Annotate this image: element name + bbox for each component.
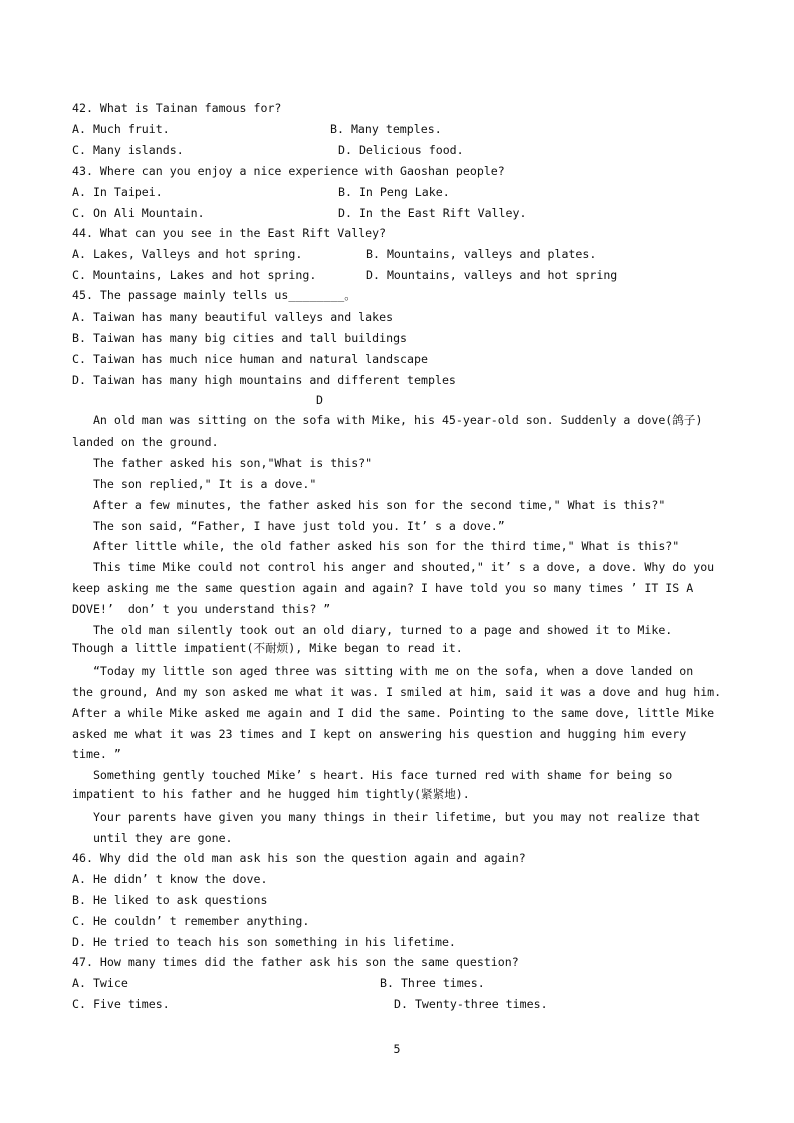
q43-option-d: D. In the East Rift Valley.: [338, 206, 527, 220]
question-43: 43. Where can you enjoy a nice experience with Gaoshan people?: [72, 164, 505, 178]
q44-option-d: D. Mountains, valleys and hot spring: [366, 268, 618, 282]
passage-line: time. ”: [72, 747, 121, 761]
page-number: 5: [393, 1042, 401, 1056]
q45-option-d: D. Taiwan has many high mountains and different temples: [72, 373, 456, 387]
passage-line: This time Mike could not control his anger and shouted," it’ s a dove, a dove. Why do you: [72, 560, 715, 574]
q45-option-b: B. Taiwan has many big cities and tall buildings: [72, 331, 408, 345]
q46-option-c: C. He couldn’ t remember anything.: [72, 914, 310, 928]
q46-option-b: B. He liked to ask questions: [72, 893, 268, 907]
q42-option-c: C. Many islands.: [72, 143, 184, 157]
passage-line: until they are gone.: [72, 831, 233, 845]
passage-line: DOVE!’ don’ t you understand this? ”: [72, 602, 331, 616]
passage-line: asked me what it was 23 times and I kept on answering his question and hugging him every: [72, 727, 687, 741]
passage-line: The father asked his son,"What is this?": [72, 456, 373, 470]
q42-option-a: A. Much fruit.: [72, 122, 170, 136]
q44-option-a: A. Lakes, Valleys and hot spring.: [72, 247, 303, 261]
q47-option-a: A. Twice: [72, 976, 128, 990]
q43-option-a: A. In Taipei.: [72, 185, 163, 199]
q47-option-d: D. Twenty-three times.: [394, 997, 548, 1011]
passage-line: keep asking me the same question again and again? I have told you so many times ’ IT IS A: [72, 581, 694, 595]
q44-option-b: B. Mountains, valleys and plates.: [366, 247, 597, 261]
q43-option-c: C. On Ali Mountain.: [72, 206, 205, 220]
passage-line: The old man silently took out an old diary, turned to a page and showed it to Mike.: [72, 623, 673, 637]
q42-option-b: B. Many temples.: [330, 122, 442, 136]
question-46: 46. Why did the old man ask his son the question again and again?: [72, 851, 526, 865]
passage-line: “Today my little son aged three was sitting with me on the sofa, when a dove landed on: [72, 664, 694, 678]
question-44: 44. What can you see in the East Rift Valley?: [72, 226, 387, 240]
passage-line: After a while Mike asked me again and I did the same. Pointing to the same dove, little Mike: [72, 706, 715, 720]
passage-line: landed on the ground.: [72, 435, 219, 449]
passage-line: After a few minutes, the father asked his son for the second time," What is this?": [72, 498, 666, 512]
passage-line: An old man was sitting on the sofa with Mike, his 45-year-old son. Suddenly a dove(鸽子): [72, 413, 703, 427]
passage-line: The son replied," It is a dove.": [72, 477, 317, 491]
passage-line: impatient to his father and he hugged him tightly(紧紧地).: [72, 787, 470, 801]
question-47: 47. How many times did the father ask his son the same question?: [72, 955, 519, 969]
q46-option-a: A. He didn’ t know the dove.: [72, 872, 268, 886]
q42-option-d: D. Delicious food.: [338, 143, 464, 157]
passage-line: Your parents have given you many things in their lifetime, but you may not realize that: [72, 810, 701, 824]
section-label: D: [316, 393, 323, 407]
question-42: 42. What is Tainan famous for?: [72, 101, 282, 115]
q43-option-b: B. In Peng Lake.: [338, 185, 450, 199]
q46-option-d: D. He tried to teach his son something in his lifetime.: [72, 935, 456, 949]
passage-line: Something gently touched Mike’ s heart. His face turned red with shame for being so: [72, 768, 673, 782]
q45-option-c: C. Taiwan has much nice human and natural landscape: [72, 352, 428, 366]
passage-line: the ground, And my son asked me what it was. I smiled at him, said it was a dove and hug him.: [72, 685, 722, 699]
q47-option-c: C. Five times.: [72, 997, 170, 1011]
q47-option-b: B. Three times.: [380, 976, 485, 990]
q44-option-c: C. Mountains, Lakes and hot spring.: [72, 268, 317, 282]
passage-line: Though a little impatient(不耐烦), Mike began to read it.: [72, 641, 463, 655]
passage-line: After little while, the old father asked his son for the third time," What is this?": [72, 539, 680, 553]
passage-line: The son said, “Father, I have just told you. It’ s a dove.”: [72, 519, 505, 533]
q45-option-a: A. Taiwan has many beautiful valleys and lakes: [72, 310, 394, 324]
question-45: 45. The passage mainly tells us________。: [72, 288, 356, 302]
